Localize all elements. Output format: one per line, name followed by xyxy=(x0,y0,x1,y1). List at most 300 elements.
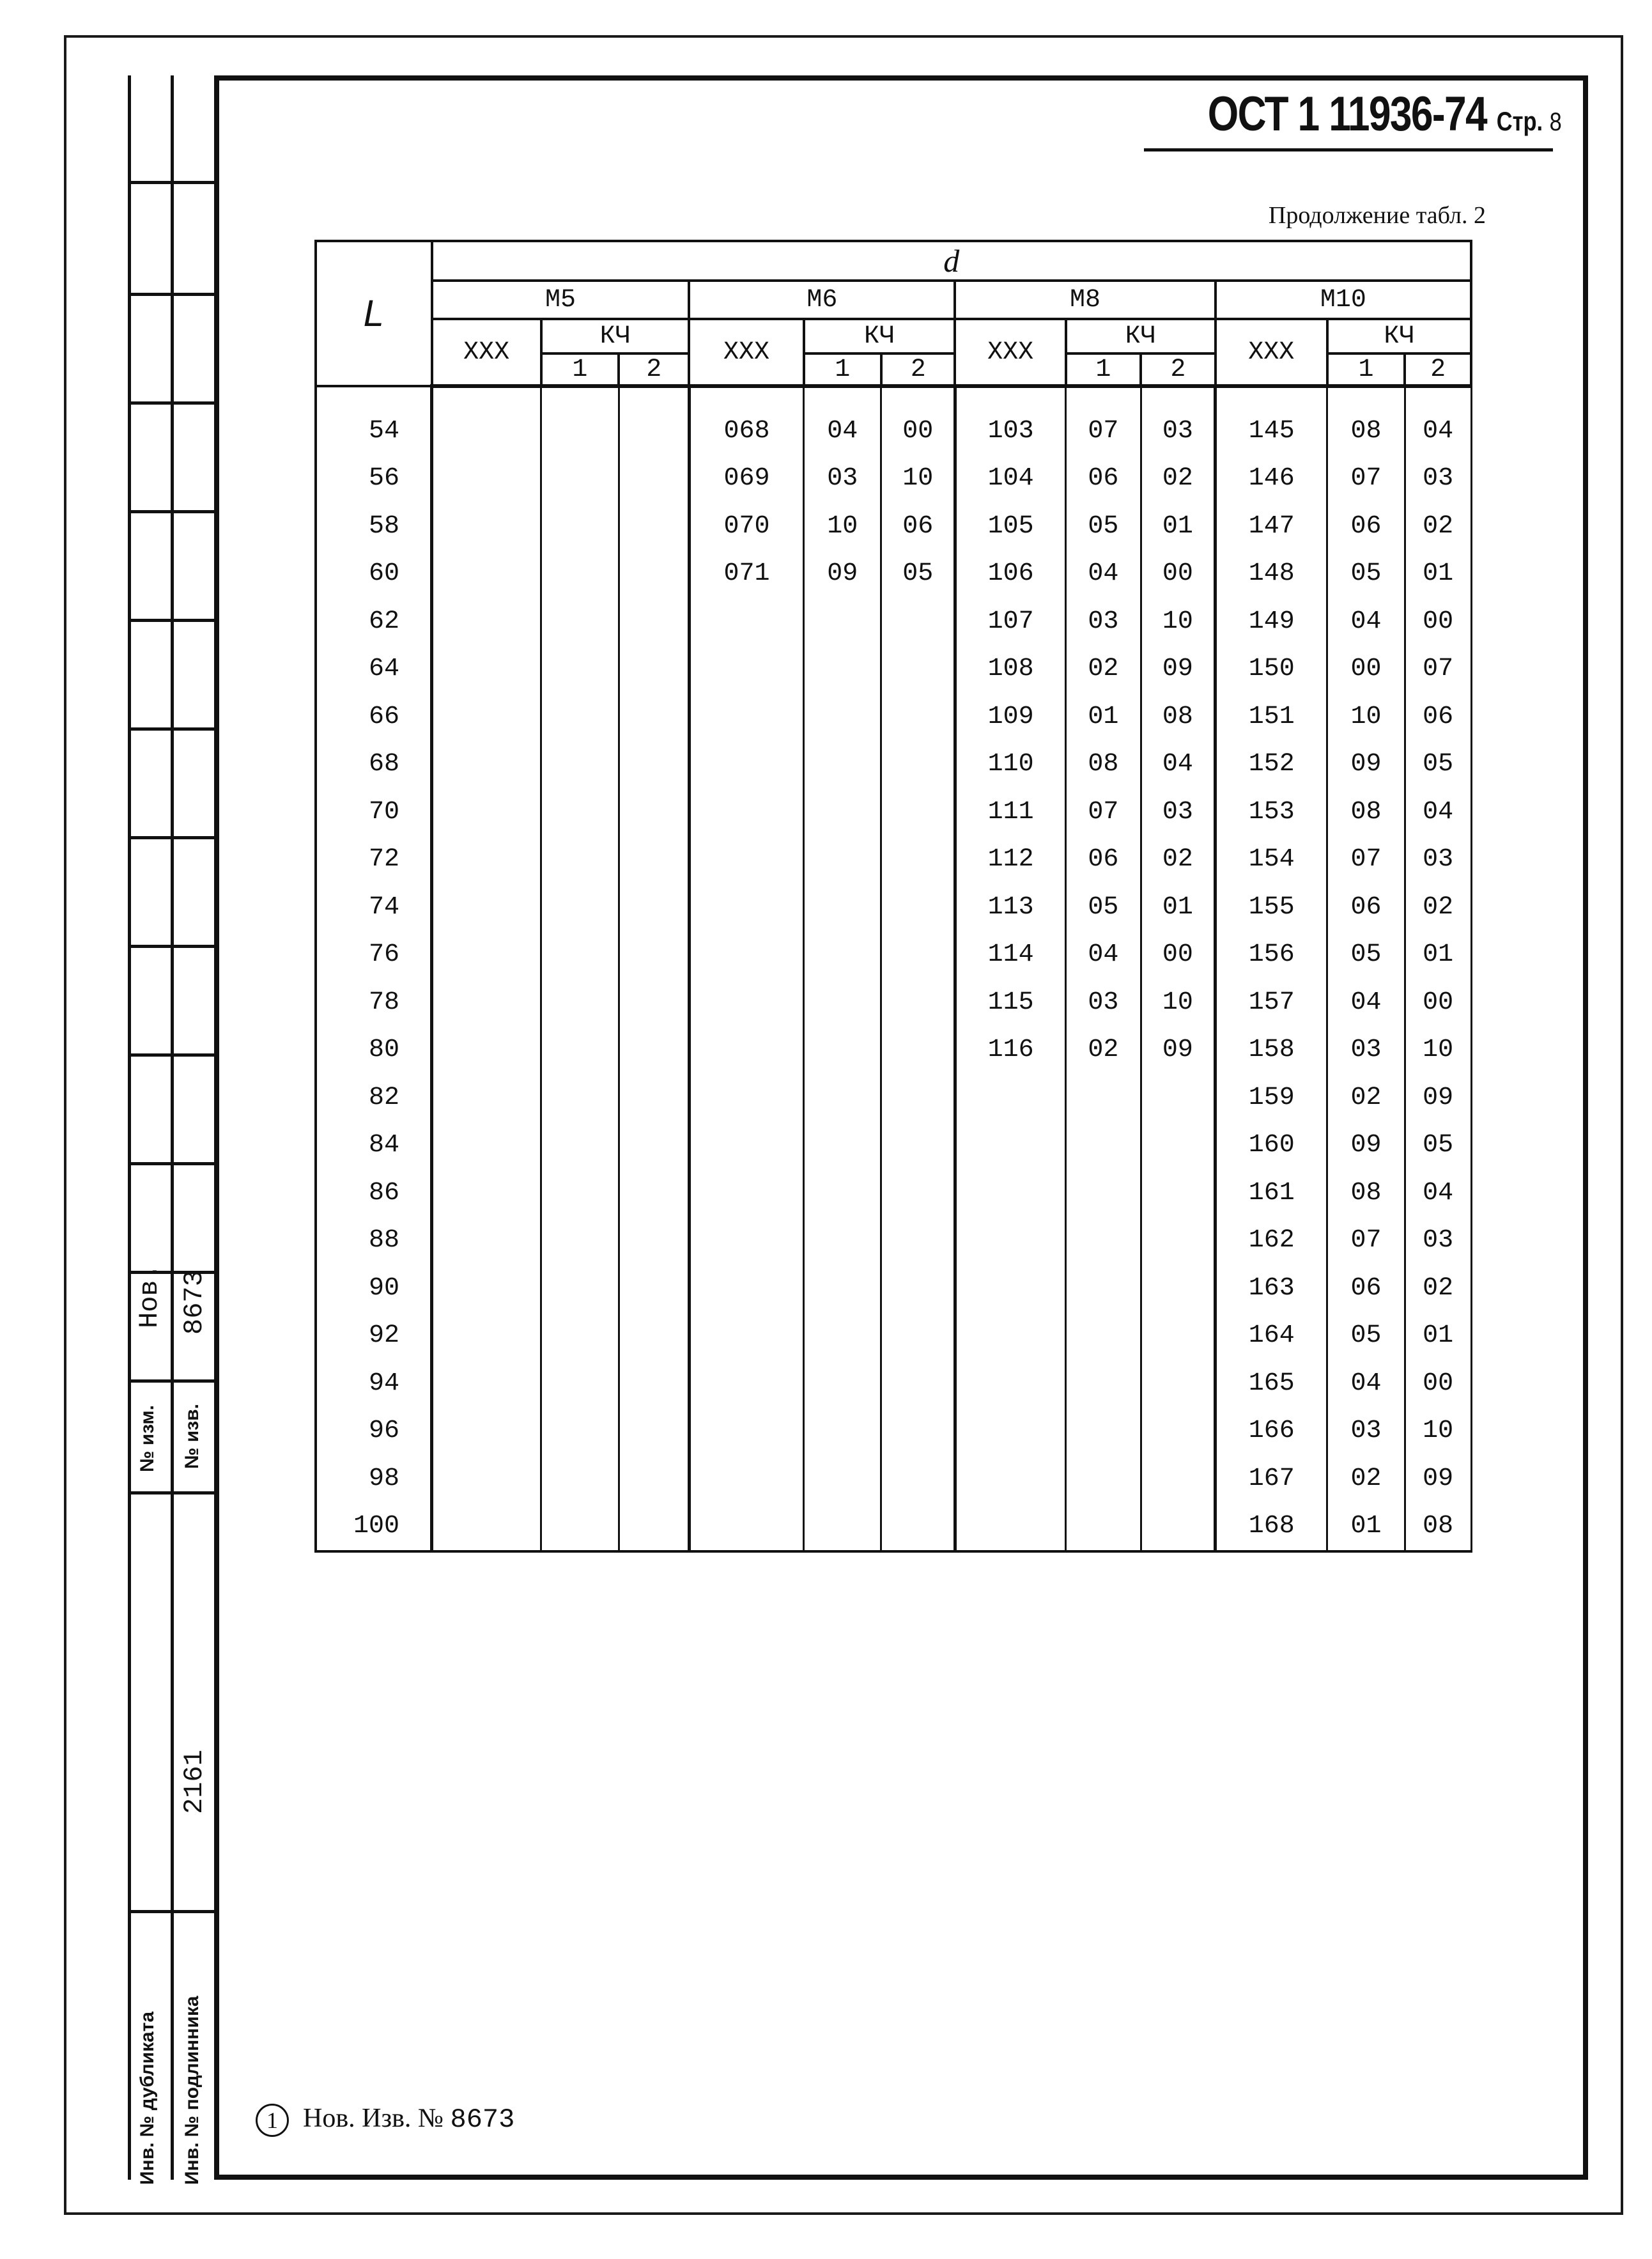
table-cell: 10 xyxy=(1327,693,1405,741)
table-cell: 06 xyxy=(881,502,955,550)
footnote-marker: 1 xyxy=(256,2104,289,2137)
table-cell xyxy=(1141,1360,1215,1408)
table-cell: 161 xyxy=(1216,1169,1327,1217)
table-row xyxy=(316,1503,1471,1552)
table-cell: 09 xyxy=(1141,1027,1215,1075)
table-cell: 09 xyxy=(1327,1122,1405,1170)
table-cell xyxy=(804,1122,881,1170)
side-divider xyxy=(128,1379,214,1383)
table-cell xyxy=(881,1455,955,1503)
table-cell: 02 xyxy=(1327,1074,1405,1122)
table-cell xyxy=(881,1312,955,1360)
table-cell xyxy=(1066,1503,1141,1552)
table-cell: 04 xyxy=(1405,407,1471,455)
side-izm-label: № изм. xyxy=(137,1405,158,1472)
table-cell: 01 xyxy=(1066,693,1141,741)
table-cell xyxy=(804,598,881,646)
table-cell xyxy=(541,1264,619,1312)
table-row xyxy=(316,646,1471,694)
table-cell xyxy=(689,1074,803,1122)
table-cell xyxy=(541,386,619,407)
table-cell xyxy=(1327,386,1405,407)
table-cell: 04 xyxy=(1405,1169,1471,1217)
side-divider xyxy=(128,1162,214,1165)
table-cell: 07 xyxy=(1405,646,1471,694)
table-cell xyxy=(1141,1408,1215,1456)
table-cell xyxy=(432,386,541,407)
table-cell: 01 xyxy=(1405,1312,1471,1360)
table-cell xyxy=(955,1503,1065,1552)
table-cell xyxy=(689,1169,803,1217)
table-cell: 06 xyxy=(1327,1264,1405,1312)
side-nov-label: Нов. xyxy=(134,1264,165,1328)
table-cell: 09 xyxy=(1405,1074,1471,1122)
table-row xyxy=(316,407,1471,455)
table-cell: 03 xyxy=(1066,598,1141,646)
table-cell xyxy=(432,1455,541,1503)
table-cell xyxy=(689,1408,803,1456)
table-cell xyxy=(1066,1122,1141,1170)
table-row xyxy=(316,836,1471,884)
table-cell xyxy=(881,1027,955,1075)
table-cell: 07 xyxy=(1327,1217,1405,1265)
table-cell xyxy=(881,598,955,646)
table-row xyxy=(316,598,1471,646)
table-cell: 10 xyxy=(1405,1408,1471,1456)
table-cell: 04 xyxy=(1066,550,1141,598)
table-row xyxy=(316,1217,1471,1265)
table-cell xyxy=(1405,386,1471,407)
table-cell xyxy=(432,598,541,646)
table-cell xyxy=(619,836,689,884)
header-sub-2: 2 xyxy=(1141,353,1215,386)
table-cell xyxy=(432,646,541,694)
table-cell xyxy=(619,1027,689,1075)
table-cell: 116 xyxy=(955,1027,1065,1075)
table-cell xyxy=(619,386,689,407)
table-cell xyxy=(432,1503,541,1552)
cell-L: 96 xyxy=(316,1408,432,1456)
table-cell xyxy=(619,1360,689,1408)
table-cell xyxy=(1141,1312,1215,1360)
cell-L: 88 xyxy=(316,1217,432,1265)
header-xxx: ХХХ xyxy=(955,319,1065,386)
table-cell xyxy=(619,693,689,741)
cell-L: 86 xyxy=(316,1169,432,1217)
table-cell xyxy=(1066,1408,1141,1456)
table-cell xyxy=(804,646,881,694)
header-sub-1: 1 xyxy=(1327,353,1405,386)
table-cell xyxy=(1066,1264,1141,1312)
table-cell xyxy=(881,788,955,836)
table-cell xyxy=(541,1455,619,1503)
table-cell xyxy=(881,693,955,741)
table-cell: 06 xyxy=(1066,455,1141,503)
cell-L: 72 xyxy=(316,836,432,884)
table-cell xyxy=(881,1264,955,1312)
table-cell xyxy=(1066,1217,1141,1265)
table-cell xyxy=(804,788,881,836)
table-cell xyxy=(432,931,541,979)
table-cell: 02 xyxy=(1141,836,1215,884)
table-cell xyxy=(881,1408,955,1456)
table-cell xyxy=(881,1503,955,1552)
table-cell xyxy=(432,741,541,789)
table-cell: 160 xyxy=(1216,1122,1327,1170)
table-cell: 02 xyxy=(1066,646,1141,694)
table-cell: 04 xyxy=(1327,1360,1405,1408)
data-table xyxy=(314,240,1472,1553)
table-cell xyxy=(881,1074,955,1122)
table-cell: 10 xyxy=(1141,979,1215,1027)
table-cell: 02 xyxy=(1405,1264,1471,1312)
table-cell: 02 xyxy=(1405,883,1471,931)
table-cell xyxy=(619,979,689,1027)
table-cell: 02 xyxy=(1066,1027,1141,1075)
table-cell xyxy=(541,1312,619,1360)
table-cell xyxy=(955,386,1065,407)
table-cell xyxy=(881,741,955,789)
table-cell: 03 xyxy=(1405,455,1471,503)
table-cell xyxy=(619,455,689,503)
table-cell xyxy=(955,1217,1065,1265)
cell-L: 98 xyxy=(316,1455,432,1503)
table-cell xyxy=(804,1312,881,1360)
table-cell xyxy=(432,693,541,741)
table-cell xyxy=(432,1122,541,1170)
table-cell xyxy=(955,1360,1065,1408)
table-cell xyxy=(541,1408,619,1456)
table-cell: 06 xyxy=(1405,693,1471,741)
table-caption: Продолжение табл. 2 xyxy=(1268,202,1486,229)
table-cell: 103 xyxy=(955,407,1065,455)
table-cell xyxy=(432,1408,541,1456)
table-cell: 10 xyxy=(1405,1027,1471,1075)
side-divider xyxy=(128,293,214,296)
table-cell xyxy=(541,1360,619,1408)
table-cell: 09 xyxy=(1405,1455,1471,1503)
header-kch: КЧ xyxy=(1327,319,1471,353)
table-row xyxy=(316,1264,1471,1312)
table-cell: 06 xyxy=(1327,502,1405,550)
side-divider xyxy=(128,1491,214,1494)
table-cell xyxy=(541,1122,619,1170)
table-cell xyxy=(1066,1169,1141,1217)
table-cell: 153 xyxy=(1216,788,1327,836)
table-cell: 156 xyxy=(1216,931,1327,979)
table-cell xyxy=(1066,1455,1141,1503)
cell-L: 74 xyxy=(316,883,432,931)
table-cell: 05 xyxy=(1327,931,1405,979)
table-cell xyxy=(881,931,955,979)
cell-L: 80 xyxy=(316,1027,432,1075)
table-cell xyxy=(432,1074,541,1122)
table-cell xyxy=(689,693,803,741)
table-cell: 145 xyxy=(1216,407,1327,455)
table-cell: 03 xyxy=(1066,979,1141,1027)
table-row xyxy=(316,1312,1471,1360)
table-cell: 163 xyxy=(1216,1264,1327,1312)
table-cell xyxy=(689,1122,803,1170)
table-cell: 04 xyxy=(804,407,881,455)
header-kch: КЧ xyxy=(1066,319,1216,353)
table-cell: 08 xyxy=(1327,1169,1405,1217)
table-cell: 113 xyxy=(955,883,1065,931)
header-group-m6: М6 xyxy=(689,281,955,319)
table-cell: 01 xyxy=(1327,1503,1405,1552)
header-d: d xyxy=(432,241,1471,281)
side-izv-label: № изв. xyxy=(181,1404,203,1469)
table-row xyxy=(316,502,1471,550)
table-cell: 02 xyxy=(1327,1455,1405,1503)
table-cell xyxy=(804,1455,881,1503)
table-cell: 10 xyxy=(881,455,955,503)
table-row xyxy=(316,1408,1471,1456)
side-stamp-strip xyxy=(128,75,214,2185)
table-cell xyxy=(619,407,689,455)
table-cell: 05 xyxy=(1327,550,1405,598)
table-cell xyxy=(432,979,541,1027)
side-dubl-label: Инв. № дубликата xyxy=(137,2011,158,2185)
table-cell: 155 xyxy=(1216,883,1327,931)
table-cell: 02 xyxy=(1141,455,1215,503)
header-sub-2: 2 xyxy=(1405,353,1471,386)
table-cell xyxy=(804,693,881,741)
table-cell: 04 xyxy=(1405,788,1471,836)
table-cell: 00 xyxy=(881,407,955,455)
table-cell: 04 xyxy=(1327,598,1405,646)
table-cell xyxy=(955,1169,1065,1217)
table-cell: 08 xyxy=(1141,693,1215,741)
side-divider xyxy=(128,1910,214,1913)
table-cell: 164 xyxy=(1216,1312,1327,1360)
standard-number: ОСТ 1 11936-74 xyxy=(1208,87,1487,141)
table-cell xyxy=(689,1455,803,1503)
table-cell: 159 xyxy=(1216,1074,1327,1122)
table-cell: 05 xyxy=(1405,741,1471,789)
cell-L: 100 xyxy=(316,1503,432,1552)
table-cell xyxy=(619,788,689,836)
table-cell: 03 xyxy=(1327,1408,1405,1456)
side-divider xyxy=(128,1053,214,1057)
header-group-m5: М5 xyxy=(432,281,690,319)
cell-L: 76 xyxy=(316,931,432,979)
table-cell xyxy=(541,788,619,836)
header-group-m8: М8 xyxy=(955,281,1215,319)
table-cell: 03 xyxy=(1405,836,1471,884)
table-cell xyxy=(541,1217,619,1265)
table-cell xyxy=(955,1408,1065,1456)
table-cell xyxy=(541,1503,619,1552)
table-cell xyxy=(955,1312,1065,1360)
table-cell: 03 xyxy=(1141,407,1215,455)
cell-L: 92 xyxy=(316,1312,432,1360)
page-label: Стр. xyxy=(1497,106,1543,136)
table-cell xyxy=(619,646,689,694)
table-cell: 166 xyxy=(1216,1408,1327,1456)
table-cell: 02 xyxy=(1405,502,1471,550)
table-cell: 147 xyxy=(1216,502,1327,550)
table-cell: 01 xyxy=(1141,502,1215,550)
table-cell xyxy=(955,1074,1065,1122)
table-cell xyxy=(689,741,803,789)
side-podl-number: 2161 xyxy=(179,1750,210,1814)
table-cell: 07 xyxy=(1066,407,1141,455)
table-cell: 05 xyxy=(1327,1312,1405,1360)
table-cell xyxy=(1066,1312,1141,1360)
table-cell xyxy=(689,598,803,646)
table-cell: 01 xyxy=(1141,883,1215,931)
table-cell xyxy=(1066,1360,1141,1408)
table-cell xyxy=(689,1027,803,1075)
table-cell: 05 xyxy=(881,550,955,598)
table-cell: 03 xyxy=(1141,788,1215,836)
table-cell xyxy=(541,979,619,1027)
table-cell xyxy=(689,1312,803,1360)
table-cell: 112 xyxy=(955,836,1065,884)
table-cell xyxy=(689,979,803,1027)
table-cell xyxy=(619,1122,689,1170)
table-cell xyxy=(881,979,955,1027)
table-cell: 06 xyxy=(1327,883,1405,931)
table-cell xyxy=(432,1360,541,1408)
table-cell xyxy=(881,1122,955,1170)
table-cell: 149 xyxy=(1216,598,1327,646)
table-cell xyxy=(1141,1169,1215,1217)
header-sub-2: 2 xyxy=(619,353,689,386)
table-cell: 069 xyxy=(689,455,803,503)
table-row xyxy=(316,693,1471,741)
table-cell xyxy=(432,407,541,455)
table-cell: 00 xyxy=(1405,598,1471,646)
table-cell xyxy=(619,741,689,789)
header-kch: КЧ xyxy=(541,319,690,353)
table-cell: 05 xyxy=(1066,502,1141,550)
cell-L: 90 xyxy=(316,1264,432,1312)
table-cell: 09 xyxy=(1141,646,1215,694)
table-cell xyxy=(432,1264,541,1312)
header-xxx: ХХХ xyxy=(689,319,803,386)
table-cell: 07 xyxy=(1066,788,1141,836)
footnote-number: 8673 xyxy=(450,2104,515,2135)
table-cell xyxy=(432,1312,541,1360)
table-cell: 06 xyxy=(1066,836,1141,884)
table-cell xyxy=(541,1074,619,1122)
table-cell xyxy=(881,386,955,407)
cell-L: 78 xyxy=(316,979,432,1027)
side-divider xyxy=(128,727,214,731)
table-cell: 168 xyxy=(1216,1503,1327,1552)
table-cell xyxy=(432,502,541,550)
table-cell: 00 xyxy=(1327,646,1405,694)
table-cell xyxy=(619,1408,689,1456)
table-cell xyxy=(689,1264,803,1312)
header-xxx: ХХХ xyxy=(432,319,541,386)
table-cell xyxy=(619,502,689,550)
table-cell xyxy=(804,1027,881,1075)
table-cell xyxy=(541,1169,619,1217)
cell-L xyxy=(316,386,432,407)
table-row xyxy=(316,1074,1471,1122)
table-cell: 108 xyxy=(955,646,1065,694)
cell-L: 64 xyxy=(316,646,432,694)
table-row xyxy=(316,741,1471,789)
table-cell xyxy=(619,931,689,979)
table-cell: 05 xyxy=(1405,1122,1471,1170)
side-divider xyxy=(128,836,214,839)
table-cell xyxy=(1066,1074,1141,1122)
table-cell xyxy=(619,550,689,598)
table-body xyxy=(316,386,1471,1551)
table-cell: 03 xyxy=(1327,1027,1405,1075)
table-cell: 09 xyxy=(1327,741,1405,789)
table-row xyxy=(316,1360,1471,1408)
table-row xyxy=(316,1455,1471,1503)
table-cell xyxy=(804,1169,881,1217)
table-cell xyxy=(804,1408,881,1456)
table-row xyxy=(316,931,1471,979)
footnote-text: Нов. Изв. № xyxy=(303,2104,444,2133)
table-cell xyxy=(689,883,803,931)
table-cell: 00 xyxy=(1141,931,1215,979)
table-cell xyxy=(619,1217,689,1265)
table-cell xyxy=(541,1027,619,1075)
table-cell xyxy=(689,931,803,979)
side-podl-label: Инв. № подлинника xyxy=(181,1996,203,2185)
table-cell xyxy=(689,646,803,694)
table-cell: 04 xyxy=(1141,741,1215,789)
table-cell xyxy=(432,455,541,503)
table-cell xyxy=(804,1360,881,1408)
table-cell xyxy=(619,598,689,646)
table-cell: 110 xyxy=(955,741,1065,789)
cell-L: 56 xyxy=(316,455,432,503)
table-cell: 150 xyxy=(1216,646,1327,694)
table-cell: 068 xyxy=(689,407,803,455)
table-cell: 070 xyxy=(689,502,803,550)
table-row xyxy=(316,788,1471,836)
cell-L: 54 xyxy=(316,407,432,455)
table-cell xyxy=(541,598,619,646)
header-sub-1: 1 xyxy=(1066,353,1141,386)
table-cell: 09 xyxy=(804,550,881,598)
table-cell: 10 xyxy=(804,502,881,550)
header-sub-2: 2 xyxy=(881,353,955,386)
table-cell: 10 xyxy=(1141,598,1215,646)
table-cell xyxy=(541,693,619,741)
table-cell: 08 xyxy=(1405,1503,1471,1552)
footnote xyxy=(256,2103,514,2137)
table-cell xyxy=(619,1312,689,1360)
table-cell xyxy=(881,646,955,694)
table-cell: 00 xyxy=(1405,1360,1471,1408)
table-cell: 109 xyxy=(955,693,1065,741)
table-cell: 157 xyxy=(1216,979,1327,1027)
side-divider xyxy=(128,619,214,622)
table-cell xyxy=(619,883,689,931)
table-cell xyxy=(881,1217,955,1265)
cell-L: 58 xyxy=(316,502,432,550)
table-cell: 107 xyxy=(955,598,1065,646)
table-cell: 08 xyxy=(1066,741,1141,789)
table-row xyxy=(316,1027,1471,1075)
table-cell xyxy=(804,1264,881,1312)
table-cell xyxy=(689,836,803,884)
header-xxx: ХХХ xyxy=(1216,319,1327,386)
side-column-left xyxy=(128,75,171,2180)
table-cell xyxy=(881,1169,955,1217)
table-cell: 151 xyxy=(1216,693,1327,741)
